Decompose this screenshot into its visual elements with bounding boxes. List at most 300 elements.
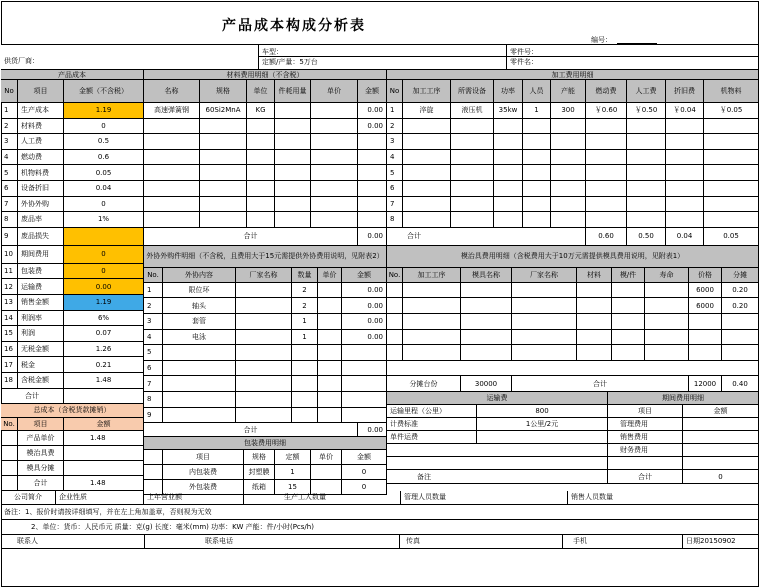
mold-cell	[645, 330, 689, 346]
pack-cell: 外包装费	[163, 480, 244, 495]
mold-cell	[387, 345, 403, 361]
cost-row-item: 含税金额	[18, 373, 64, 389]
outsource-cell: 1	[292, 314, 318, 330]
mold-total-label2: 合计	[512, 376, 689, 392]
outsource-cell	[236, 283, 292, 299]
cost-row-amount: 1.19	[64, 295, 144, 311]
cost-row-amount: 0.04	[64, 181, 144, 197]
outsource-cell: 5	[144, 345, 163, 361]
processing-cell	[494, 165, 523, 181]
mold-col-header: 分摊	[722, 268, 759, 283]
volume-label: 定额/产量：5万台	[262, 58, 318, 66]
mold-cell	[403, 345, 461, 361]
processing-cell	[627, 181, 666, 197]
cost-row-item: 废品损失	[18, 228, 64, 246]
material-col-header: 单价	[311, 80, 358, 103]
material-cell	[247, 119, 275, 135]
material-cell	[144, 119, 200, 135]
processing-cell	[451, 197, 494, 213]
mold-cell	[461, 314, 512, 330]
processing-cell	[586, 165, 627, 181]
note-1: 备注：1、报价时请按详细填写，并在左上角加盖章，否则视为无效	[1, 505, 759, 520]
cost-row-amount: 0.21	[64, 357, 144, 373]
mold-col-header: 模具名称	[461, 268, 512, 283]
processing-total-burn: 0.60	[586, 228, 627, 246]
cost-row-item: 设备折旧	[18, 181, 64, 197]
mold-cell	[461, 330, 512, 346]
cost-row-item: 人工费	[18, 134, 64, 150]
outsource-cell	[292, 345, 318, 361]
processing-cell	[551, 212, 586, 228]
material-col-header: 名称	[144, 80, 200, 103]
processing-cell: ￥0.50	[627, 103, 666, 119]
processing-cell	[523, 197, 551, 213]
processing-cell	[586, 212, 627, 228]
transport-std: 1公里/2元	[477, 418, 608, 431]
material-cell	[358, 181, 387, 197]
processing-cell	[586, 181, 627, 197]
processing-cell	[494, 119, 523, 135]
processing-cell	[704, 134, 759, 150]
pack-cell: 0	[342, 480, 387, 495]
processing-cell	[586, 134, 627, 150]
processing-total-label: 合计	[387, 228, 586, 246]
mold-cell	[645, 298, 689, 314]
material-cell	[275, 103, 311, 119]
mold-cell	[612, 314, 645, 330]
mold-cell	[512, 283, 577, 299]
material-cell	[200, 150, 247, 166]
outsource-cell	[236, 392, 292, 408]
mold-cell	[403, 298, 461, 314]
mold-total-label: 分摊台份	[387, 376, 461, 392]
outsource-cell	[318, 314, 342, 330]
remark-label: 备注	[387, 470, 608, 484]
cost-row-item: 包装费	[18, 264, 64, 280]
outsource-cell: 轴头	[163, 298, 236, 314]
cost-item-header: 项目	[18, 80, 64, 103]
period-row-item: 销售费用	[608, 431, 683, 444]
outsource-cell	[236, 376, 292, 392]
mold-cell	[512, 314, 577, 330]
cost-row-amount: 0	[64, 197, 144, 213]
material-cell	[311, 181, 358, 197]
transport-unit-value	[477, 431, 608, 444]
cost-row-no: 12	[1, 279, 18, 295]
total-no-header: No.	[1, 418, 18, 431]
period-row-item: 管理费用	[608, 418, 683, 431]
period-total-value: 0	[683, 470, 759, 484]
material-cell	[275, 181, 311, 197]
mold-cell	[403, 283, 461, 299]
mold-cell: 0.20	[722, 283, 759, 299]
processing-cell	[551, 181, 586, 197]
processing-cell: 4	[387, 150, 403, 166]
outsource-cell	[292, 392, 318, 408]
cost-row-no: 14	[1, 311, 18, 327]
cost-amount-header: 金额（不含税）	[64, 80, 144, 103]
outsource-col-header: 金额	[342, 268, 387, 283]
company-managers: 管理人员数量	[401, 491, 568, 505]
material-cell	[358, 212, 387, 228]
outsource-cell	[292, 408, 318, 424]
material-cell	[200, 197, 247, 213]
transport-blank2	[387, 457, 608, 470]
cost-total-value	[64, 389, 144, 404]
cost-row-no: 18	[1, 373, 18, 389]
outsource-cell	[342, 345, 387, 361]
cost-row-item: 外协外购	[18, 197, 64, 213]
cost-row-no: 13	[1, 295, 18, 311]
processing-cell	[523, 212, 551, 228]
cost-row-amount: 6%	[64, 311, 144, 327]
transport-std-label: 计费标准	[387, 418, 477, 431]
processing-cell	[494, 197, 523, 213]
material-cell	[311, 103, 358, 119]
outsource-col-header: 外协内容	[163, 268, 236, 283]
mold-cell	[387, 330, 403, 346]
processing-cell	[666, 165, 704, 181]
note-2: 2、单位：货币：人民币元 质量：克(g) 长度：毫米(mm) 功率：KW 产能：件/小时(Pcs/h)	[1, 520, 759, 535]
processing-total-mat: 0.05	[704, 228, 759, 246]
material-cell	[144, 181, 200, 197]
processing-cell	[666, 150, 704, 166]
processing-cell	[403, 134, 451, 150]
total-row-item: 合计	[18, 476, 64, 491]
outsource-total-value: 0.00	[358, 423, 387, 437]
processing-cell	[403, 165, 451, 181]
mold-cell	[722, 345, 759, 361]
pack-cell: 1	[275, 465, 311, 480]
processing-cell	[494, 134, 523, 150]
number-underline	[617, 43, 657, 44]
total-row-no	[1, 431, 18, 446]
period-header: 期间费用明细	[608, 392, 759, 405]
outsource-cell: 0.00	[342, 330, 387, 346]
mold-cell	[612, 298, 645, 314]
outsource-cell	[318, 361, 342, 377]
processing-col-header: 加工工序	[403, 80, 451, 103]
supplier-box	[1, 45, 259, 70]
processing-cell	[666, 212, 704, 228]
processing-cell	[451, 212, 494, 228]
mold-cell	[577, 298, 612, 314]
outsource-total-label: 合计	[144, 423, 358, 437]
cost-row-amount: 0	[64, 246, 144, 264]
processing-col-header: 折旧费	[666, 80, 704, 103]
processing-cell: ￥0.05	[704, 103, 759, 119]
pack-cell: 内包装费	[163, 465, 244, 480]
mold-header: 模治具费用明细（含税费用大于10万元需提供模具费用说明，见附表1）	[387, 246, 759, 268]
product-cost-header: 产品成本	[1, 70, 144, 80]
material-total-value: 0.00	[358, 228, 387, 246]
cost-row-item: 材料费	[18, 119, 64, 135]
pack-cell: 纸箱	[244, 480, 275, 495]
processing-cell	[523, 165, 551, 181]
outsource-cell: 6	[144, 361, 163, 377]
pack-col-header: 单价	[311, 450, 342, 465]
material-cell	[200, 165, 247, 181]
cost-row-no: 17	[1, 357, 18, 373]
mold-cell	[689, 330, 722, 346]
outsource-cell	[236, 361, 292, 377]
processing-cell: ￥0.04	[666, 103, 704, 119]
processing-cell: 7	[387, 197, 403, 213]
material-cell	[247, 212, 275, 228]
processing-cell	[704, 197, 759, 213]
mold-cell: 6000	[689, 283, 722, 299]
mold-col-header: 模/件	[612, 268, 645, 283]
material-cell: 60Si2MnA	[200, 103, 247, 119]
outsource-cell: 0.00	[342, 283, 387, 299]
material-cell	[247, 165, 275, 181]
mold-blank	[387, 361, 759, 377]
outsource-cell: 2	[144, 298, 163, 314]
processing-cell	[666, 119, 704, 135]
material-header: 材料费用明细（不含税）	[144, 70, 387, 80]
material-cell	[311, 150, 358, 166]
mold-cell	[577, 283, 612, 299]
outsource-cell	[163, 408, 236, 424]
footer-date: 日期20150902	[683, 535, 759, 549]
processing-cell	[451, 150, 494, 166]
processing-col-header: 功率	[494, 80, 523, 103]
cost-row-no: 7	[1, 197, 18, 213]
outsource-cell	[318, 330, 342, 346]
cost-row-no: 5	[1, 165, 18, 181]
outsource-cell: 3	[144, 314, 163, 330]
pack-col-header: 规格	[244, 450, 275, 465]
cost-row-no: 2	[1, 119, 18, 135]
processing-cell	[551, 134, 586, 150]
mold-cell	[689, 314, 722, 330]
mold-cell	[645, 345, 689, 361]
outsource-cell	[292, 361, 318, 377]
mold-cell: 0.20	[722, 298, 759, 314]
outsource-cell	[292, 376, 318, 392]
footer-mobile: 手机	[563, 535, 683, 549]
mold-col-header: 厂家名称	[512, 268, 577, 283]
processing-cell: ￥0.60	[586, 103, 627, 119]
cost-total-label: 合计	[1, 389, 64, 404]
cost-row-amount: 0.5	[64, 134, 144, 150]
mold-cell	[612, 283, 645, 299]
cost-row-amount: 1%	[64, 212, 144, 228]
cost-row-item: 燃动费	[18, 150, 64, 166]
mold-total-price: 12000	[689, 376, 722, 392]
pack-row-no	[144, 465, 163, 480]
processing-total-labor: 0.50	[627, 228, 666, 246]
mold-cell	[689, 345, 722, 361]
outsource-cell	[163, 345, 236, 361]
outsource-cell	[318, 283, 342, 299]
outsource-cell: 电泳	[163, 330, 236, 346]
processing-cell	[627, 134, 666, 150]
total-amount-header: 金额	[64, 418, 144, 431]
cost-row-no: 4	[1, 150, 18, 166]
outsource-cell	[318, 345, 342, 361]
cost-row-amount: 0.07	[64, 326, 144, 342]
number-label: 编号：	[591, 36, 612, 44]
footer-contact: 联系人	[1, 535, 145, 549]
processing-cell	[551, 197, 586, 213]
processing-col-header: 产能	[551, 80, 586, 103]
outsource-cell	[318, 392, 342, 408]
cost-row-amount: 0.05	[64, 165, 144, 181]
cost-no-header: No	[1, 80, 18, 103]
outsource-cell	[342, 408, 387, 424]
outsource-cell: 限位环	[163, 283, 236, 299]
outsource-cell	[236, 298, 292, 314]
material-cell	[200, 181, 247, 197]
material-cell	[200, 212, 247, 228]
processing-col-header: 人员	[523, 80, 551, 103]
processing-cell	[666, 134, 704, 150]
processing-cell	[704, 212, 759, 228]
transport-distance: 800	[477, 405, 608, 418]
mold-cell	[461, 298, 512, 314]
footer-phone: 联系电话	[145, 535, 400, 549]
cost-row-amount: 1.26	[64, 342, 144, 358]
mold-cell	[512, 298, 577, 314]
cost-row-amount: 1.19	[64, 103, 144, 119]
processing-cell	[666, 197, 704, 213]
processing-cell	[494, 181, 523, 197]
material-col-header: 件耗用量	[275, 80, 311, 103]
mold-cell	[612, 330, 645, 346]
outsource-cell: 9	[144, 408, 163, 424]
outsource-cell: 8	[144, 392, 163, 408]
mold-total-qty: 30000	[461, 376, 512, 392]
outsource-cell	[342, 392, 387, 408]
processing-cell: 3	[387, 134, 403, 150]
processing-cell: 300	[551, 103, 586, 119]
processing-cell	[627, 119, 666, 135]
cost-row-item: 税金	[18, 357, 64, 373]
material-cell	[144, 134, 200, 150]
mold-cell	[403, 330, 461, 346]
cost-row-no: 8	[1, 212, 18, 228]
period-row-amount	[683, 444, 759, 457]
outsource-col-header: 单价	[318, 268, 342, 283]
processing-cell	[704, 165, 759, 181]
processing-cell	[586, 197, 627, 213]
mold-cell	[577, 345, 612, 361]
pack-cell: 0	[342, 465, 387, 480]
processing-cell	[627, 197, 666, 213]
material-cell	[200, 119, 247, 135]
mold-cell	[387, 283, 403, 299]
material-cell	[200, 134, 247, 150]
processing-cell	[523, 134, 551, 150]
material-cell	[275, 197, 311, 213]
mold-cell	[577, 314, 612, 330]
cost-row-no: 9	[1, 228, 18, 246]
company-sales: 上年营业额	[144, 491, 244, 505]
vehicle-label: 车型：	[262, 48, 283, 56]
total-row-amount	[64, 446, 144, 461]
cost-row-item: 销售金额	[18, 295, 64, 311]
outsource-col-header: 厂家名称	[236, 268, 292, 283]
processing-cell	[627, 150, 666, 166]
cost-row-item: 无税金额	[18, 342, 64, 358]
outsource-cell	[163, 361, 236, 377]
material-cell	[247, 150, 275, 166]
material-total-label: 合计	[144, 228, 358, 246]
processing-cell	[586, 119, 627, 135]
company-sales-staff: 销售人员数量	[568, 491, 759, 505]
total-item-header: 项目	[18, 418, 64, 431]
processing-cell	[403, 119, 451, 135]
page-title: 产品成本构成分析表	[222, 18, 366, 34]
transport-blank1	[387, 444, 608, 457]
processing-cell	[551, 119, 586, 135]
transport-unit-label: 单件运费	[387, 431, 477, 444]
material-col-header: 规格	[200, 80, 247, 103]
mold-cell	[387, 314, 403, 330]
cost-row-no: 6	[1, 181, 18, 197]
material-cell	[144, 197, 200, 213]
material-cell	[275, 150, 311, 166]
outsource-cell	[163, 376, 236, 392]
part-no-label: 零件号：	[510, 48, 538, 56]
total-row-item: 产品单价	[18, 431, 64, 446]
mold-cell: 6000	[689, 298, 722, 314]
cost-row-amount	[64, 228, 144, 246]
outsource-cell: 1	[292, 330, 318, 346]
outsource-cell: 2	[292, 283, 318, 299]
material-cell	[144, 150, 200, 166]
pack-cell: 封塑膜	[244, 465, 275, 480]
pack-cell: 15	[275, 480, 311, 495]
processing-cell	[627, 212, 666, 228]
period-row-amount	[683, 418, 759, 431]
pack-cell	[311, 465, 342, 480]
mold-cell	[512, 345, 577, 361]
mold-cell	[645, 314, 689, 330]
processing-cell	[403, 181, 451, 197]
processing-cell	[403, 197, 451, 213]
cost-row-item: 废品率	[18, 212, 64, 228]
processing-cell: 1	[387, 103, 403, 119]
pack-col-header: 金额	[342, 450, 387, 465]
cost-row-no: 11	[1, 264, 18, 280]
total-row-amount: 1.48	[64, 431, 144, 446]
mold-col-header: 寿命	[645, 268, 689, 283]
processing-cell	[403, 212, 451, 228]
material-cell: 0.00	[358, 103, 387, 119]
processing-cell: 6	[387, 181, 403, 197]
period-item-header: 项目	[608, 405, 683, 418]
cost-row-item: 机物料费	[18, 165, 64, 181]
material-col-header: 金额	[358, 80, 387, 103]
cost-row-amount: 0.00	[64, 279, 144, 295]
period-blank	[608, 457, 683, 470]
cost-row-amount: 0.6	[64, 150, 144, 166]
material-cell	[358, 165, 387, 181]
processing-col-header: No	[387, 80, 403, 103]
processing-header: 加工费用明细	[387, 70, 759, 80]
material-cell	[275, 119, 311, 135]
material-cell	[247, 134, 275, 150]
mold-col-header: 加工工序	[403, 268, 461, 283]
company-nature: 企业性质	[56, 491, 144, 505]
mold-cell	[612, 345, 645, 361]
footer-fax: 传真	[400, 535, 563, 549]
material-cell	[311, 212, 358, 228]
material-cell	[311, 197, 358, 213]
part-divider	[507, 56, 759, 57]
